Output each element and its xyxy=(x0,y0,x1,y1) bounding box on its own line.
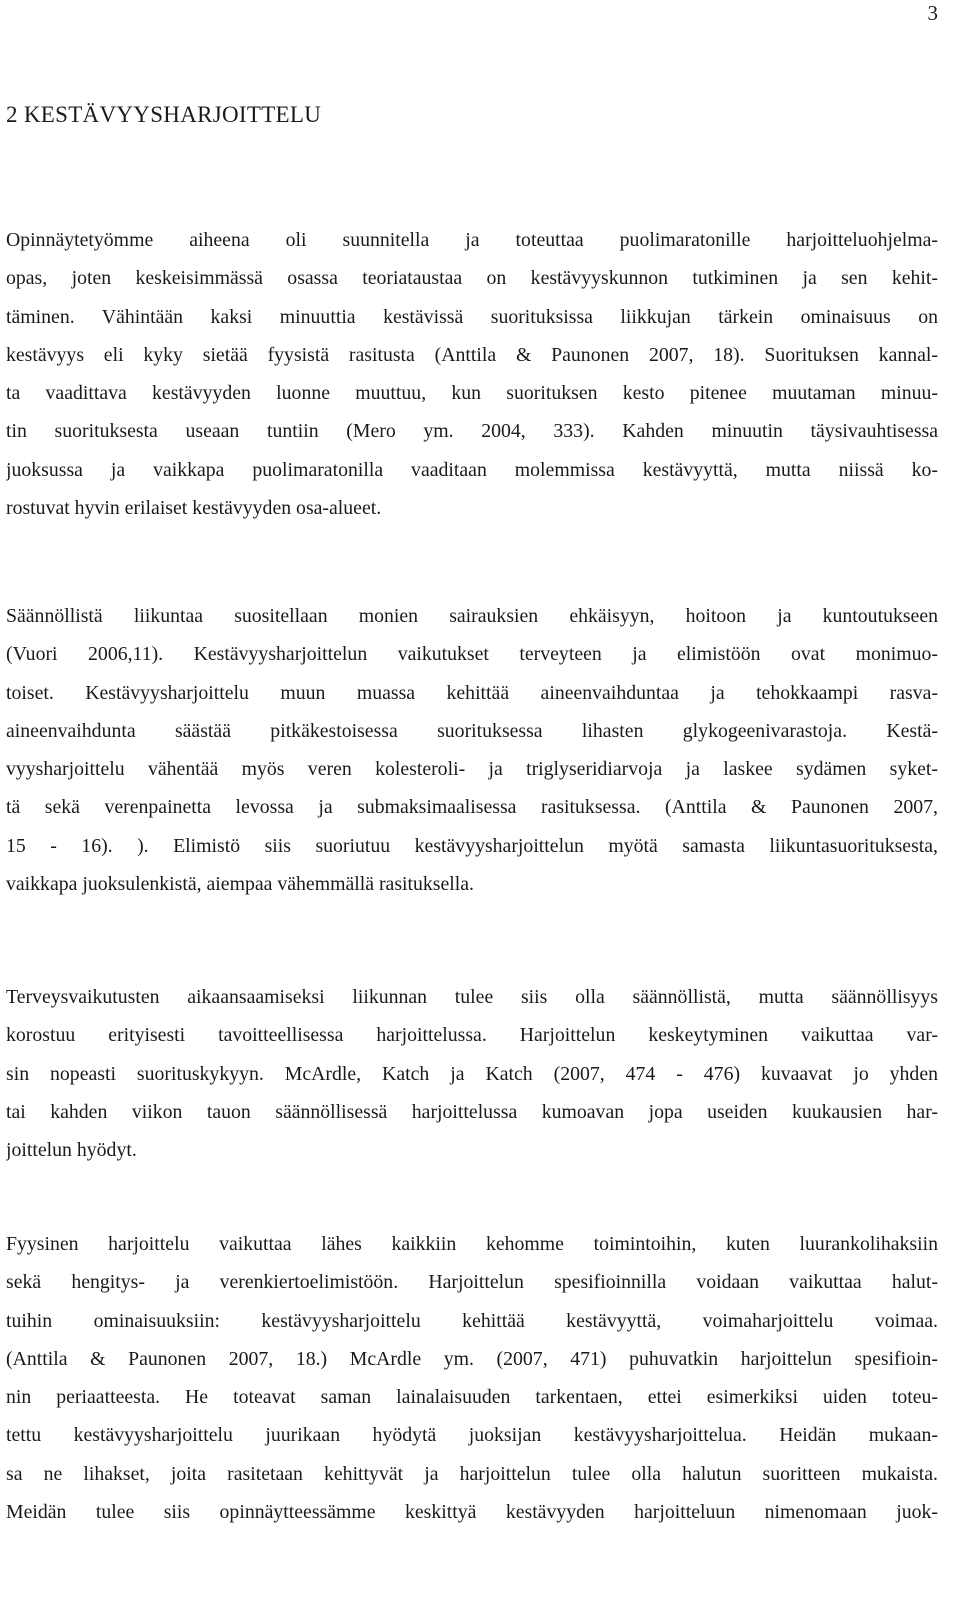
text-line: nin periaatteesta. He toteavat saman lainalaisuuden tarkentaen, ettei esimerkiksi uiden toteu- xyxy=(6,1386,938,1409)
text-line: vyysharjoittelu vähentää myös veren kolesteroli- ja triglyseridiarvoja ja laskee sydämen syket- xyxy=(6,758,938,781)
text-line: täminen. Vähintään kaksi minuuttia kestävissä suorituksissa liikkujan tärkein ominaisuus on xyxy=(6,305,938,328)
text-line: sekä hengitys- ja verenkiertoelimistöön. Harjoittelun spesifioinnilla voidaan vaikuttaa halut- xyxy=(6,1271,938,1294)
text-line: Fyysinen harjoittelu vaikuttaa lähes kaikkiin kehomme toimintoihin, kuten luurankolihaksiin xyxy=(6,1233,938,1255)
paragraph-2 xyxy=(6,597,938,903)
text-line: Säännöllistä liikuntaa suositellaan monien sairauksien ehkäisyyn, hoitoon ja kuntoutukseen xyxy=(6,605,938,627)
text-line: korostuu erityisesti tavoitteellisessa harjoittelussa. Harjoittelun keskeytyminen vaikuttaa var- xyxy=(6,1024,938,1047)
text-line: joittelun hyödyt. xyxy=(6,1139,137,1162)
text-line: toiset. Kestävyysharjoittelu muun muassa kehittää aineenvaihduntaa ja tehokkaampi rasva- xyxy=(6,681,938,704)
text-line: tä sekä verenpainetta levossa ja submaksimaalisessa rasituksessa. (Anttila & Paunonen 2007, xyxy=(6,796,938,819)
text-line: vaikkapa juoksulenkistä, aiempaa vähemmällä rasituksella. xyxy=(6,873,474,896)
text-line: ta vaadittava kestävyyden luonne muuttuu, kun suorituksen kesto pitenee muutaman minuu- xyxy=(6,382,938,405)
text-line: kestävyys eli kyky sietää fyysistä rasitusta (Anttila & Paunonen 2007, 18). Suorituksen kannal- xyxy=(6,343,938,366)
text-line: tuihin ominaisuuksiin: kestävyysharjoittelu kehittää kestävyyttä, voimaharjoittelu voimaa. xyxy=(6,1309,938,1332)
text-line: tai kahden viikon tauon säännöllisessä harjoittelussa kumoavan jopa useiden kuukausien har- xyxy=(6,1100,938,1123)
text-line: juoksussa ja vaikkapa puolimaratonilla vaaditaan molemmissa kestävyyttä, mutta niissä ko- xyxy=(6,458,938,481)
paragraph-4 xyxy=(6,1225,938,1531)
paragraph-1 xyxy=(6,221,938,527)
text-line: sin nopeasti suorituskykyyn. McArdle, Katch ja Katch (2007, 474 - 476) kuvaavat jo yhden xyxy=(6,1062,938,1085)
text-line: (Vuori 2006,11). Kestävyysharjoittelun vaikutukset terveyteen ja elimistöön ovat monimuo- xyxy=(6,643,938,666)
text-line: Opinnäytetyömme aiheena oli suunnitella ja toteuttaa puolimaratonille harjoitteluohjelma- xyxy=(6,229,938,251)
section-heading: 2 KESTÄVYYSHARJOITTELU xyxy=(6,102,322,127)
text-line: tin suorituksesta useaan tuntiin (Mero ym. 2004, 333). Kahden minuutin täysivauhtisessa xyxy=(6,420,938,443)
text-line: Meidän tulee siis opinnäytteessämme keskittyä kestävyyden harjoitteluun nimenomaan juok- xyxy=(6,1501,938,1524)
text-line: tettu kestävyysharjoittelu juurikaan hyödytä juoksijan kestävyysharjoittelua. Heidän mukaan- xyxy=(6,1424,938,1447)
text-line: rostuvat hyvin erilaiset kestävyyden osa-alueet. xyxy=(6,497,382,520)
text-line: aineenvaihdunta säästää pitkäkestoisessa suorituksessa lihasten glykogeenivarastoja. Kestä- xyxy=(6,719,938,742)
text-line: (Anttila & Paunonen 2007, 18.) McArdle ym. (2007, 471) puhuvatkin harjoittelun spesifioin- xyxy=(6,1347,938,1370)
text-line: opas, joten keskeisimmässä osassa teoriataustaa on kestävyyskunnon tutkiminen ja sen kehit- xyxy=(6,267,938,290)
page-number: 3 xyxy=(927,1,938,25)
text-line: sa ne lihakset, joita rasitetaan kehittyvät ja harjoittelun tulee olla halutun suoritteen mukaista. xyxy=(6,1462,938,1485)
text-line: Terveysvaikutusten aikaansaamiseksi liikunnan tulee siis olla säännöllistä, mutta säännöllisyys xyxy=(6,986,938,1008)
paragraph-3 xyxy=(6,978,938,1169)
text-line: 15 - 16). ). Elimistö siis suoriutuu kestävyysharjoittelun myötä samasta liikuntasuorituksesta, xyxy=(6,834,938,857)
